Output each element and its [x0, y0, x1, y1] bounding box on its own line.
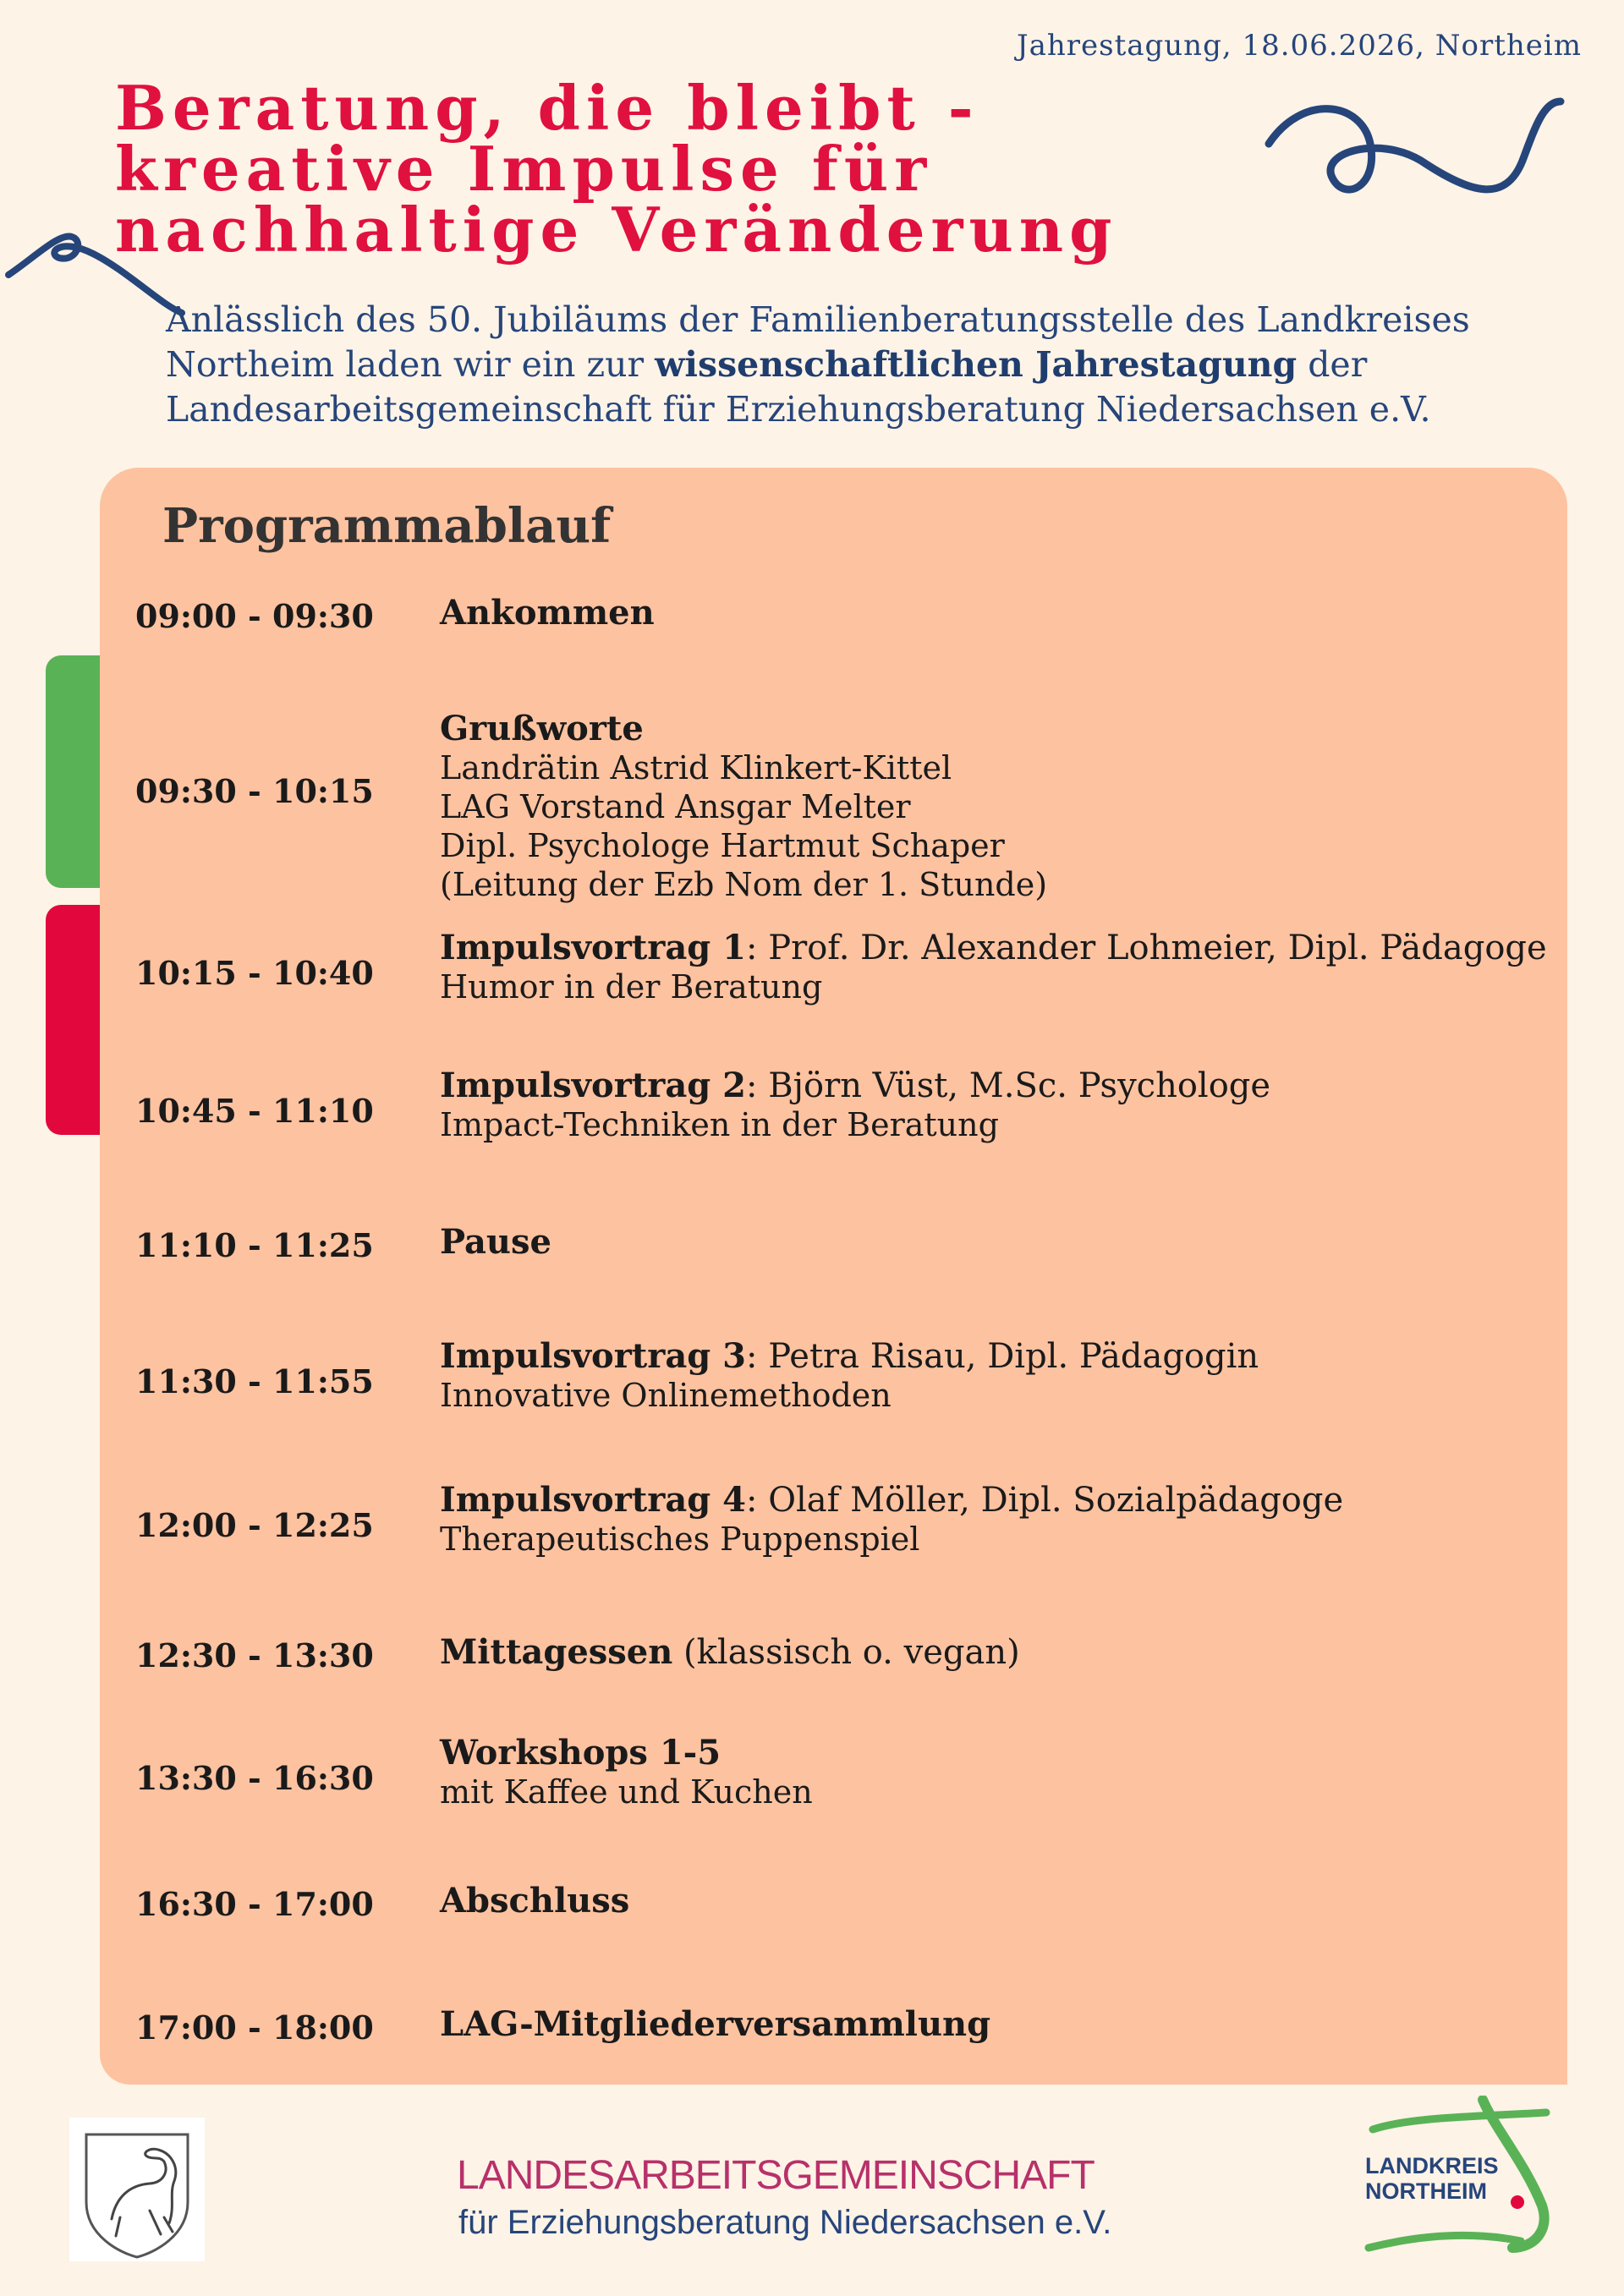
schedule-head: Abschluss: [440, 1881, 630, 1921]
schedule-head: Grußworte: [440, 709, 644, 748]
landkreis-northeim-logo-text: [1365, 2153, 1499, 2204]
schedule-head: Workshops 1-5: [440, 1733, 721, 1773]
schedule-content: [440, 1633, 1020, 1672]
schedule-content: [440, 710, 1047, 904]
schedule-detail: Therapeutisches Puppenspiel: [440, 1521, 920, 1558]
schedule-note: (klassisch o. vegan): [672, 1633, 1020, 1672]
schedule-detail: LAG Vorstand Ansgar Melter: [440, 788, 911, 825]
schedule-content: [440, 2005, 990, 2044]
program-title: Programmablauf: [162, 498, 612, 554]
schedule-head: Pause: [440, 1222, 551, 1262]
schedule-content: [440, 594, 655, 633]
intro-paragraph: [166, 298, 1604, 432]
schedule-detail: Dipl. Psychologe Hartmut Schaper: [440, 827, 1005, 864]
schedule-detail: (Leitung der Ezb Nom der 1. Stunde): [440, 866, 1048, 903]
schedule-content: [440, 1481, 1343, 1559]
schedule-time: 09:00 - 09:30: [135, 597, 374, 635]
schedule-time: 11:10 - 11:25: [135, 1226, 374, 1264]
schedule-detail: Landrätin Astrid Klinkert-Kittel: [440, 749, 952, 786]
schedule-speaker: : Petra Risau, Dipl. Pädagogin: [746, 1337, 1259, 1376]
org-name-line-1: LANDESARBEITSGEMEINSCHAFT: [457, 2153, 1095, 2198]
event-date-line: Jahrestagung, 18.06.2026, Northeim: [1016, 29, 1582, 63]
program-panel: [100, 468, 1567, 2085]
schedule-content: [440, 1734, 813, 1811]
schedule-content: [440, 1223, 551, 1262]
schedule-time: 10:15 - 10:40: [135, 954, 374, 992]
schedule-detail: mit Kaffee und Kuchen: [440, 1773, 813, 1811]
schedule-time: 11:30 - 11:55: [135, 1362, 374, 1400]
schedule-speaker: : Olaf Möller, Dipl. Sozialpädagoge: [746, 1481, 1344, 1520]
lower-saxony-horse-crest-logo: [69, 2118, 205, 2261]
logo-text-line-1: LANDKREIS: [1365, 2153, 1499, 2178]
schedule-head: Mittagessen: [440, 1632, 673, 1672]
schedule-detail: Impact-Techniken in der Beratung: [440, 1106, 999, 1143]
intro-bold-text: wissenschaftlichen Jahrestagung: [655, 344, 1298, 385]
title-line-2: kreative Impulse für: [115, 133, 933, 205]
schedule-speaker: : Prof. Dr. Alexander Lohmeier, Dipl. Pädagoge: [746, 929, 1547, 967]
lag-organization-name: [457, 2152, 1111, 2242]
schedule-time: 10:45 - 11:10: [135, 1092, 374, 1130]
schedule-head: Ankommen: [440, 593, 655, 633]
org-name-line-2: für Erziehungsberatung Niedersachsen e.V.: [458, 2204, 1112, 2241]
schedule-head: LAG-Mitgliederversammlung: [440, 2004, 991, 2044]
title-line-3: nachhaltige Veränderung: [115, 194, 1118, 266]
intro-text-1: Anlässlich des 50. Jubiläums der Familienberatungsstelle des Landkreises Northeim laden wir ein zur: [166, 299, 1470, 385]
schedule-time: 09:30 - 10:15: [135, 772, 374, 810]
schedule-content: [440, 1337, 1259, 1415]
schedule-time: 12:00 - 12:25: [135, 1506, 374, 1544]
schedule-head: Impulsvortrag 2: [440, 1066, 746, 1105]
schedule-detail: Humor in der Beratung: [440, 968, 823, 1006]
schedule-head: Impulsvortrag 1: [440, 928, 746, 967]
schedule-time: 17:00 - 18:00: [135, 2008, 374, 2047]
schedule-content: [440, 1882, 629, 1921]
schedule-time: 16:30 - 17:00: [135, 1885, 374, 1923]
page-title: [115, 72, 1384, 266]
logo-text-line-2: NORTHEIM: [1365, 2178, 1487, 2204]
schedule-content: [440, 929, 1547, 1006]
schedule-time: 12:30 - 13:30: [135, 1636, 374, 1674]
schedule-speaker: : Björn Vüst, M.Sc. Psychologe: [746, 1066, 1271, 1105]
schedule-head: Impulsvortrag 3: [440, 1336, 746, 1376]
schedule-time: 13:30 - 16:30: [135, 1759, 374, 1797]
schedule-head: Impulsvortrag 4: [440, 1480, 746, 1520]
schedule-detail: Innovative Onlinemethoden: [440, 1377, 892, 1414]
title-line-1: Beratung, die bleibt -: [115, 72, 979, 144]
schedule-content: [440, 1066, 1270, 1144]
intro-text-2: der Landesarbeitsgemeinschaft für Erziehungsberatung Niedersachsen e.V.: [166, 344, 1431, 430]
